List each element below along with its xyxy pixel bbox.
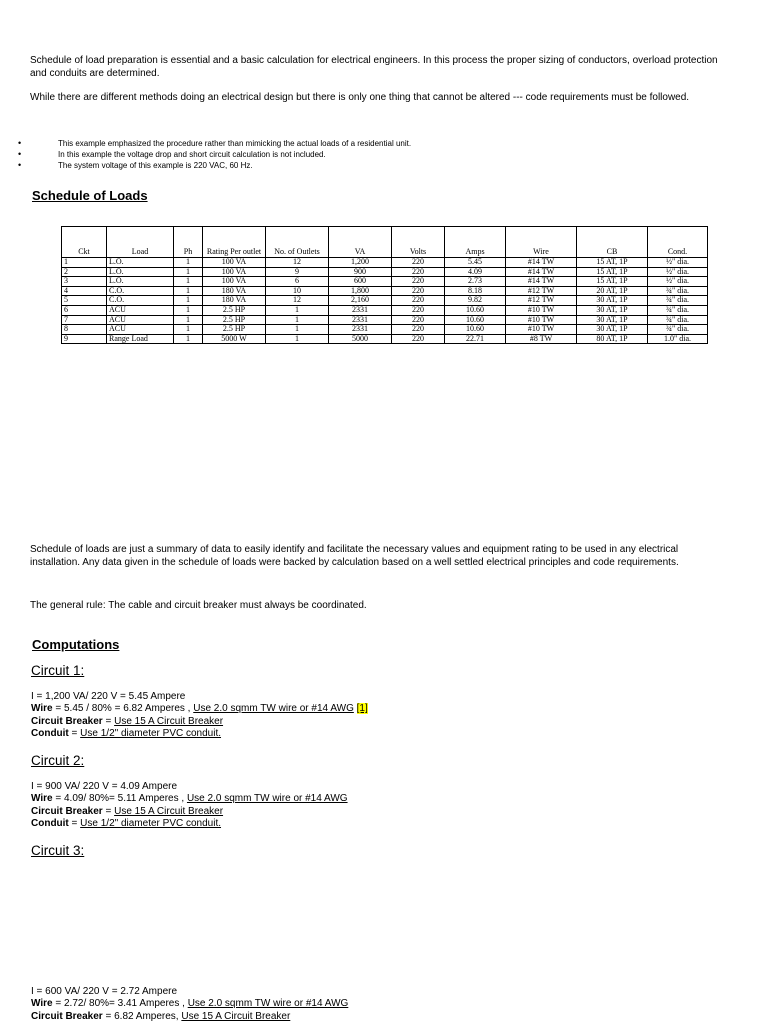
bullet-item (0, 138, 700, 149)
cell-va: 2331 (329, 315, 392, 325)
cell-load: ACU (107, 305, 174, 315)
cell-ckt: 5 (62, 296, 107, 306)
column-header-conduit: Cond. (648, 227, 708, 258)
cell-ckt: 9 (62, 334, 107, 344)
wire-label: Wire (31, 998, 53, 1010)
circuit-2-breaker-line (31, 806, 731, 818)
cell-va: 2,160 (329, 296, 392, 306)
breaker-sep: = (102, 805, 115, 817)
cell-amps: 5.45 (445, 258, 506, 268)
circuit-3-current: I = 600 VA/ 220 V = 2.72 Ampere (31, 986, 178, 997)
intro-bullet-list (0, 138, 700, 171)
cell-rating: 5000 W (203, 334, 266, 344)
circuit-2-conduit-line (31, 818, 731, 830)
cell-va: 5000 (329, 334, 392, 344)
circuit-2-title: Circuit 2: (31, 753, 85, 768)
cell-amps: 10.60 (445, 315, 506, 325)
cell-rating: 180 VA (203, 296, 266, 306)
circuit-3-wire-line (31, 998, 731, 1010)
breaker-label: Circuit Breaker (31, 1010, 103, 1022)
column-header-load: Load (107, 227, 174, 258)
wire-calc: = 4.09/ 80%= 5.11 Amperes , (52, 793, 187, 805)
cell-load: ACU (107, 325, 174, 335)
cell-rating: 2.5 HP (203, 315, 266, 325)
cell-outlets: 1 (266, 315, 329, 325)
cell-amps: 8.18 (445, 286, 506, 296)
cell-va: 1,200 (329, 258, 392, 268)
cell-wire: #14 TW (506, 258, 577, 268)
cell-conduit: ¾" dia. (648, 286, 708, 296)
cell-conduit: ½" dia. (648, 277, 708, 287)
cell-amps: 4.09 (445, 267, 506, 277)
cell-outlets: 12 (266, 258, 329, 268)
cell-conduit: 1.0" dia. (648, 334, 708, 344)
cell-load: C.O. (107, 296, 174, 306)
cell-wire: #10 TW (506, 315, 577, 325)
cell-ph: 1 (174, 305, 203, 315)
circuit-1-conduit-line (31, 728, 731, 740)
cell-amps: 10.60 (445, 305, 506, 315)
bullet-text: In this example the voltage drop and short circuit calculation is not included. (58, 150, 326, 159)
circuit-1-title: Circuit 1: (31, 663, 85, 678)
cell-amps: 9.82 (445, 296, 506, 306)
column-header-ckt: Ckt (62, 227, 107, 258)
cell-ckt: 7 (62, 315, 107, 325)
summary-paragraph: Schedule of loads are just a summary of data to easily identify and facilitate the necessary values and equipment rating to be used in any electrical installation. Any data given in the schedule of loads were backed by calculation based on a well settled electrical principles and code requirements. (30, 544, 679, 568)
conduit-label: Conduit (31, 818, 69, 830)
cell-va: 2331 (329, 305, 392, 315)
breaker-selection: Use 15 A Circuit Breaker (114, 715, 224, 727)
circuit-2-current: I = 900 VA/ 220 V = 4.09 Ampere (31, 781, 178, 792)
cell-rating: 2.5 HP (203, 305, 266, 315)
cell-va: 1,800 (329, 286, 392, 296)
cell-ph: 1 (174, 325, 203, 335)
breaker-selection: Use 15 A Circuit Breaker (114, 805, 224, 817)
table-body (62, 258, 708, 344)
cell-wire: #12 TW (506, 296, 577, 306)
cell-cb: 20 AT, 1P (577, 286, 648, 296)
wire-calc: = 5.45 / 80% = 6.82 Amperes , (52, 703, 194, 715)
circuit-1-current: I = 1,200 VA/ 220 V = 5.45 Ampere (31, 691, 186, 702)
cell-volts: 220 (392, 334, 445, 344)
cell-cb: 15 AT, 1P (577, 258, 648, 268)
table-row (62, 258, 708, 268)
cell-conduit: ¾" dia. (648, 315, 708, 325)
wire-selection: Use 2.0 sqmm TW wire or #14 AWG (186, 793, 348, 805)
cell-wire: #10 TW (506, 325, 577, 335)
cell-cb: 30 AT, 1P (577, 305, 648, 315)
cell-rating: 100 VA (203, 258, 266, 268)
column-header-cb: CB (577, 227, 648, 258)
cell-outlets: 1 (266, 305, 329, 315)
cell-ph: 1 (174, 334, 203, 344)
cell-wire: #8 TW (506, 334, 577, 344)
cell-load: L.O. (107, 267, 174, 277)
table-row (62, 325, 708, 335)
table-header-row (62, 227, 708, 258)
conduit-label: Conduit (31, 728, 69, 740)
cell-ckt: 2 (62, 267, 107, 277)
circuit-1-breaker-line (31, 716, 731, 728)
column-header-rating: Rating Per outlet (203, 227, 266, 258)
cell-ckt: 4 (62, 286, 107, 296)
cell-ph: 1 (174, 296, 203, 306)
wire-selection: Use 2.0 sqmm TW wire or #14 AWG (193, 703, 354, 715)
cell-rating: 100 VA (203, 277, 266, 287)
general-rule-paragraph: The general rule: The cable and circuit breaker must always be coordinated. (30, 600, 367, 611)
cell-volts: 220 (392, 325, 445, 335)
breaker-label: Circuit Breaker (31, 805, 103, 817)
cell-cb: 30 AT, 1P (577, 325, 648, 335)
table-row (62, 305, 708, 315)
cell-load: ACU (107, 315, 174, 325)
cell-conduit: ½" dia. (648, 258, 708, 268)
cell-amps: 10.60 (445, 325, 506, 335)
bullet-text: This example emphasized the procedure rather than mimicking the actual loads of a residential unit. (58, 139, 412, 148)
cell-ph: 1 (174, 267, 203, 277)
circuit-2-wire-line (31, 793, 731, 805)
bullet-item (0, 160, 700, 171)
cell-rating: 2.5 HP (203, 325, 266, 335)
cell-cb: 15 AT, 1P (577, 277, 648, 287)
cell-wire: #14 TW (506, 267, 577, 277)
column-header-amps: Amps (445, 227, 506, 258)
cell-wire: #12 TW (506, 286, 577, 296)
cell-conduit: ¾" dia. (648, 325, 708, 335)
cell-load: C.O. (107, 286, 174, 296)
cell-volts: 220 (392, 267, 445, 277)
circuit-3-title: Circuit 3: (31, 843, 85, 858)
circuit-2-block (31, 781, 731, 831)
circuit-3-breaker-line (31, 1011, 731, 1023)
cell-cb: 30 AT, 1P (577, 315, 648, 325)
cell-load: Range Load (107, 334, 174, 344)
cell-volts: 220 (392, 286, 445, 296)
cell-volts: 220 (392, 258, 445, 268)
cell-load: L.O. (107, 277, 174, 287)
cell-wire: #14 TW (506, 277, 577, 287)
cell-ph: 1 (174, 315, 203, 325)
cell-rating: 180 VA (203, 286, 266, 296)
bullet-dot-icon: • (18, 149, 22, 159)
cell-volts: 220 (392, 305, 445, 315)
conduit-sep: = (68, 728, 81, 740)
footnote-reference-link[interactable]: [1] (356, 703, 368, 715)
cell-ckt: 8 (62, 325, 107, 335)
cell-volts: 220 (392, 296, 445, 306)
column-header-volts: Volts (392, 227, 445, 258)
bullet-item (0, 149, 700, 160)
cell-cb: 30 AT, 1P (577, 296, 648, 306)
conduit-sep: = (68, 818, 81, 830)
cell-va: 900 (329, 267, 392, 277)
bullet-dot-icon: • (18, 138, 22, 148)
cell-conduit: ¾" dia. (648, 296, 708, 306)
cell-va: 2331 (329, 325, 392, 335)
bullet-dot-icon: • (18, 160, 22, 170)
cell-wire: #10 TW (506, 305, 577, 315)
cell-outlets: 6 (266, 277, 329, 287)
schedule-title: Schedule of Loads (32, 188, 148, 203)
breaker-selection: Use 15 A Circuit Breaker (181, 1010, 291, 1022)
breaker-label: Circuit Breaker (31, 715, 103, 727)
cell-ph: 1 (174, 286, 203, 296)
cell-outlets: 10 (266, 286, 329, 296)
wire-label: Wire (31, 703, 53, 715)
bullet-text: The system voltage of this example is 220 VAC, 60 Hz. (58, 161, 253, 170)
cell-amps: 2.73 (445, 277, 506, 287)
cell-outlets: 1 (266, 325, 329, 335)
table-row (62, 277, 708, 287)
cell-load: L.O. (107, 258, 174, 268)
intro-paragraph-1: Schedule of load preparation is essential and a basic calculation for electrical engineers. In this process the proper sizing of conductors, overload protection and conduits are determined. (30, 55, 718, 79)
column-header-wire: Wire (506, 227, 577, 258)
cell-ph: 1 (174, 277, 203, 287)
circuit-1-block (31, 691, 731, 741)
cell-cb: 80 AT, 1P (577, 334, 648, 344)
wire-calc: = 2.72/ 80%= 3.41 Amperes , (52, 998, 188, 1010)
breaker-sep: = (102, 715, 115, 727)
circuit-1-wire-line (31, 703, 731, 715)
cell-outlets: 12 (266, 296, 329, 306)
table-row (62, 334, 708, 344)
wire-selection: Use 2.0 sqmm TW wire or #14 AWG (187, 998, 349, 1010)
cell-conduit: ½" dia. (648, 267, 708, 277)
schedule-of-loads-table (61, 226, 708, 344)
intro-paragraph-2: While there are different methods doing an electrical design but there is only one thing that cannot be altered --- code requirements must be followed. (30, 92, 690, 103)
cell-volts: 220 (392, 277, 445, 287)
computations-title: Computations (32, 637, 120, 652)
conduit-selection: Use 1/2" diameter PVC conduit. (80, 728, 222, 740)
column-header-outlets: No. of Outlets (266, 227, 329, 258)
cell-cb: 15 AT, 1P (577, 267, 648, 277)
cell-outlets: 9 (266, 267, 329, 277)
cell-amps: 22.71 (445, 334, 506, 344)
conduit-selection: Use 1/2" diameter PVC conduit. (80, 818, 222, 830)
column-header-ph: Ph (174, 227, 203, 258)
column-header-va: VA (329, 227, 392, 258)
wire-label: Wire (31, 793, 53, 805)
cell-ckt: 3 (62, 277, 107, 287)
cell-volts: 220 (392, 315, 445, 325)
circuit-3-block (31, 986, 731, 1023)
cell-ckt: 1 (62, 258, 107, 268)
cell-va: 600 (329, 277, 392, 287)
breaker-calc: = 6.82 Amperes, (102, 1010, 182, 1022)
cell-ckt: 6 (62, 305, 107, 315)
cell-conduit: ¾" dia. (648, 305, 708, 315)
cell-ph: 1 (174, 258, 203, 268)
cell-outlets: 1 (266, 334, 329, 344)
cell-rating: 100 VA (203, 267, 266, 277)
